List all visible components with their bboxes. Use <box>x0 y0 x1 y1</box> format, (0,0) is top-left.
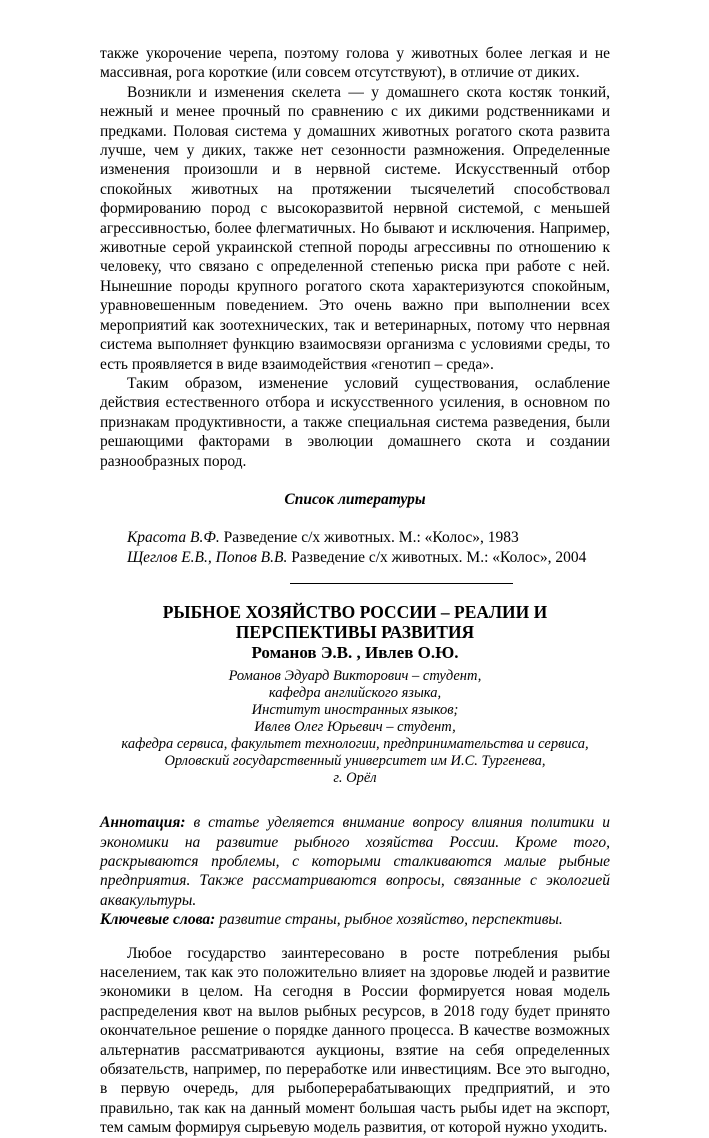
affiliation-line: Романов Эдуард Викторович – студент, <box>228 668 482 685</box>
abstract-text: в статье уделяется внимание вопросу влияния политики и экономики на развитие рыбного хозяйства России. Кроме того, раскрываются проблемы, с которыми сталкиваются малые рыбные предприятия. Также рассматриваются вопросы, связанные с экологией аквакультуры. <box>100 814 610 909</box>
abstract-paragraph <box>100 813 610 910</box>
article-title: РЫБНОЕ ХОЗЯЙСТВО РОССИИ – РЕАЛИИ И ПЕРСПЕКТИВЫ РАЗВИТИЯ <box>162 602 548 643</box>
article-body-paragraph: Любое государство заинтересовано в росте потребления рыбы населением, так как это положительно влияет на здоровье людей и развитие экономики в целом. На сегодня в России формируется новая модель распределения квот на вылов рыбных ресурсов, в 2018 году будет принято окончательное решение о порядке данного процесса. В качестве возможных альтернатив рассматриваются аукционы, взятие на себя определенных обязательств, например, по переработке или инвестициям. Все это выгодно, в первую очередь, для рыбоперерабатывающих предприятий, и это правильно, так как на данный момент большая часть рыбы идет на экспорт, тем самым формируя сырьевую модель развития, от которой нужно уходить. <box>100 944 610 1137</box>
abstract-label: Аннотация: <box>100 814 186 832</box>
section-divider <box>290 583 513 584</box>
affiliation-line: Орловский государственный университет им И.С. Тургенева, <box>164 753 546 770</box>
reference-item <box>100 548 610 567</box>
keywords-label: Ключевые слова: <box>100 911 216 929</box>
keywords-text: развитие страны, рыбное хозяйство, перспективы. <box>215 911 563 929</box>
reference-text: Разведение с/х животных. М.: «Колос», 1983 <box>219 529 519 547</box>
article-authors: Романов Э.В. , Ивлев О.Ю. <box>251 643 459 663</box>
reference-authors: Красота В.Ф. <box>127 529 220 547</box>
affiliation-line: г. Орёл <box>333 770 377 787</box>
reference-authors: Щеглов Е.В., Попов В.В. <box>127 548 288 566</box>
paragraph-intro-continuation: также укорочение черепа, поэтому голова у животных более легкая и не массивная, рога короткие (или совсем отсутствуют), в отличие от диких. <box>100 45 610 82</box>
paragraph-conclusion: Таким образом, изменение условий существования, ослабление действия естественного отбора и искусственного усиления, в основном по признакам продуктивности, а также специальная система разведения, были решающими факторами в эволюции домашнего скота и создании разнообразных пород. <box>100 374 610 470</box>
abstract-block <box>100 813 610 929</box>
reference-text: Разведение с/х животных. М.: «Колос», 2004 <box>287 548 587 566</box>
reference-item <box>100 528 610 547</box>
affiliation-line: Институт иностранных языков; <box>251 702 459 719</box>
paragraph-skeleton-changes: Возникли и изменения скелета — у домашнего скота костяк тонкий, нежный и менее прочный по сравнению с их дикими родственниками и предками. Половая система у домашних животных рогатого скота развита лучше, чем у диких, также нет сезонности размножения. Определенные изменения произошли и в нервной системе. Искусственный отбор спокойных животных на протяжении тысячелетий способствовал формированию пород с высокоразвитой нервной системой, с меньшей агрессивностью, более флегматичных. Но бывают и исключения. Например, животные серой украинской степной породы агрессивны по отношению к человеку, что связано с определенной степенью риска при работе с ней. Нынешние породы крупного рогатого скота характеризуются спокойным, уравновешенным поведением. Это очень важно при выполнении всех мероприятий как зоотехнических, так и ветеринарных, потому что нервная система выполняет функцию взаимосвязи организма с условиями среды, то есть проявляется в виде взаимодействия «генотип – среда». <box>100 83 610 373</box>
affiliation-line: кафедра английского языка, <box>268 685 442 702</box>
affiliation-block <box>100 668 610 787</box>
keywords-paragraph <box>100 910 610 929</box>
references-heading: Список литературы <box>284 490 426 508</box>
affiliation-line: Ивлев Олег Юрьевич – студент, <box>254 719 456 736</box>
affiliation-line: кафедра сервиса, факультет технологии, предпринимательства и сервиса, <box>121 736 589 753</box>
